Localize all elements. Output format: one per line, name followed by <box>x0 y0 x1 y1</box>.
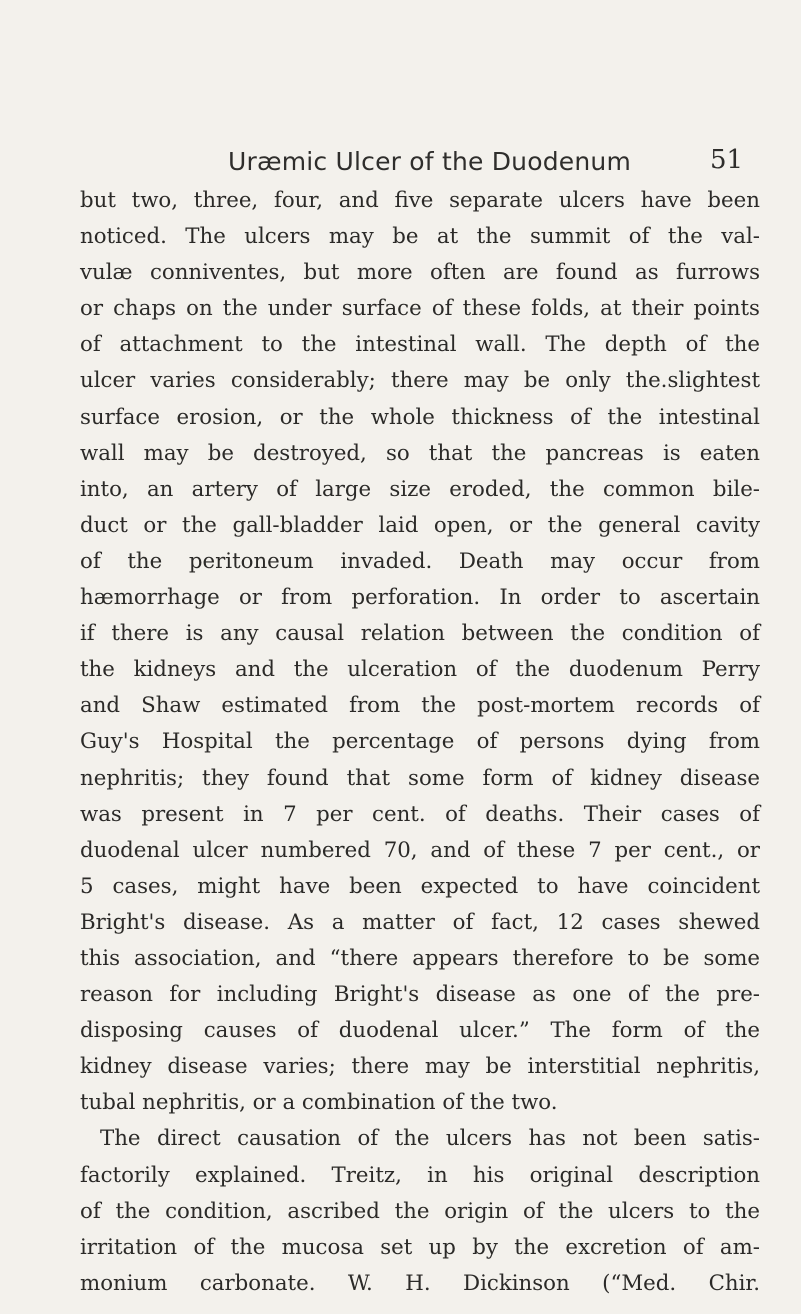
text-line: factorily explained. Treitz, in his original description <box>80 1162 760 1188</box>
text-line: reason for including Bright's disease as one of the pre- <box>80 982 760 1008</box>
text-line: duct or the gall-bladder laid open, or the general cavity <box>80 512 760 538</box>
text-line: nephritis; they found that some form of kidney disease <box>80 765 760 791</box>
text-line: if there is any causal relation between the condition of <box>80 621 760 647</box>
text-line: hæmorrhage or from perforation. In order to ascertain <box>80 585 760 611</box>
body-text <box>80 183 760 1302</box>
text-line: 5 cases, might have been expected to have coincident <box>80 873 760 899</box>
text-line: disposing causes of duodenal ulcer.” The form of the <box>80 1018 760 1044</box>
text-line: the kidneys and the ulceration of the duodenum Perry <box>80 657 760 683</box>
text-line: and Shaw estimated from the post-mortem records of <box>80 693 760 719</box>
text-line: Bright's disease. As a matter of fact, 12 cases shewed <box>80 909 760 935</box>
text-line: but two, three, four, and five separate ulcers have been <box>80 188 760 213</box>
text-line: surface erosion, or the whole thickness of the intestinal <box>80 404 760 430</box>
running-head: Uræmic Ulcer of the Duodenum <box>228 147 632 176</box>
text-line: this association, and “there appears therefore to be some <box>80 945 760 971</box>
text-line: tubal nephritis, or a combination of the two. <box>80 1090 558 1116</box>
text-line: into, an artery of large size eroded, the common bile- <box>80 476 760 502</box>
text-line: duodenal ulcer numbered 70, and of these 7 per cent., or <box>80 837 760 863</box>
text-line: kidney disease varies; there may be interstitial nephritis, <box>80 1054 760 1080</box>
text-line: ulcer varies considerably; there may be only the.slightest <box>80 368 760 394</box>
text-line: noticed. The ulcers may be at the summit of the val- <box>80 224 760 250</box>
text-line: wall may be destroyed, so that the pancreas is eaten <box>80 440 760 466</box>
text-line: Guy's Hospital the percentage of persons dying from <box>80 729 760 755</box>
page-number: 51 <box>710 145 744 175</box>
text-line: The direct causation of the ulcers has not been satis- <box>100 1126 760 1152</box>
text-line: of the peritoneum invaded. Death may occur from <box>80 548 760 574</box>
text-line: of the condition, ascribed the origin of the ulcers to the <box>80 1198 760 1224</box>
text-line: of attachment to the intestinal wall. The depth of the <box>80 332 760 358</box>
text-line: or chaps on the under surface of these folds, at their points <box>80 296 760 322</box>
text-line: irritation of the mucosa set up by the excretion of am- <box>80 1234 760 1260</box>
text-line: monium carbonate. W. H. Dickinson (“Med. Chir. <box>80 1270 760 1296</box>
text-line: was present in 7 per cent. of deaths. Their cases of <box>80 801 760 827</box>
text-line: vulæ conniventes, but more often are found as furrows <box>80 260 760 286</box>
